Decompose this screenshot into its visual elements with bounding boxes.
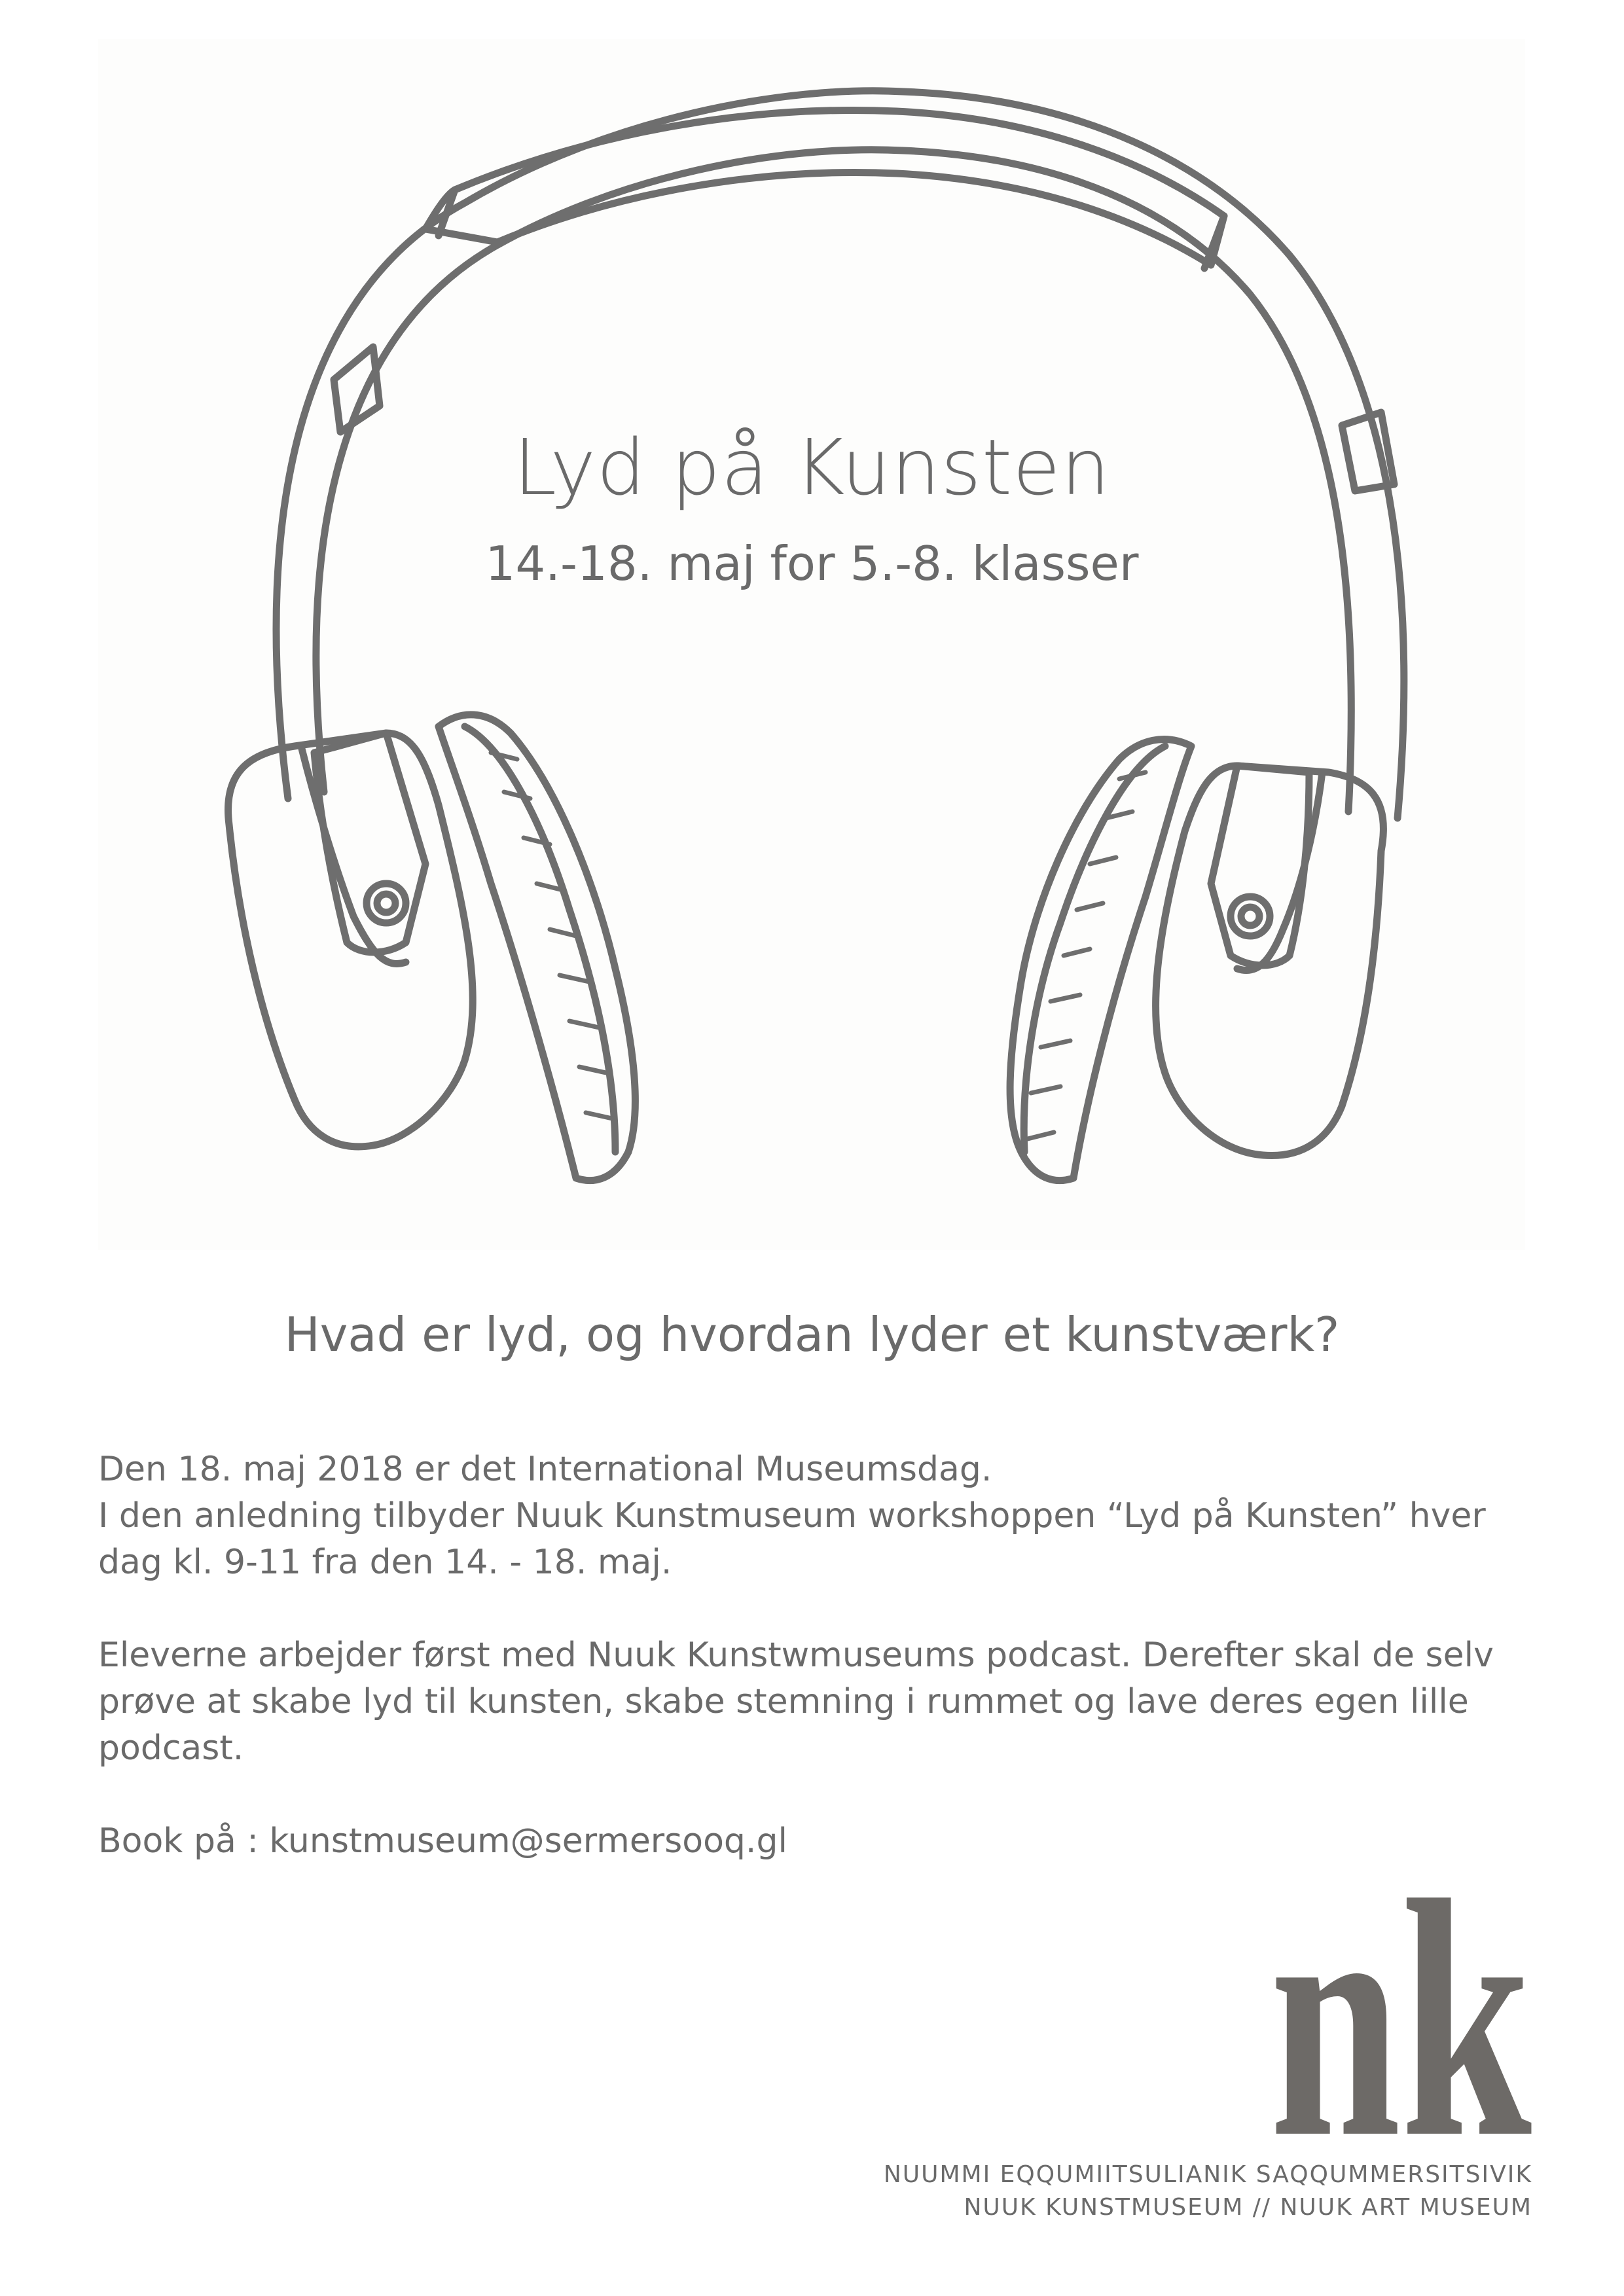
nk-logo-mark — [1263, 1865, 1538, 2140]
nk-logo — [1263, 1865, 1538, 2140]
paragraph1-line1: Den 18. maj 2018 er det International Museumsdag. — [98, 1450, 992, 1489]
booking-email[interactable]: Book på : kunstmuseum@sermersooq.gl — [98, 1821, 787, 1861]
poster-subtitle: 14.-18. maj for 5.-8. klasser — [485, 536, 1139, 591]
paragraph1-line2: I den anledning tilbyder Nuuk Kunstmuseum workshoppen “Lyd på Kunsten” hver — [98, 1496, 1486, 1535]
paragraph2-line2: prøve at skabe lyd til kunsten, skabe stemning i rummet og lave deres egen lille — [98, 1682, 1469, 1721]
paragraph1-line3: dag kl. 9-11 fra den 14. - 18. maj. — [98, 1543, 672, 1582]
headphones-drawing-icon — [98, 39, 1525, 1250]
museum-name-greenlandic: NUUMMI EQQUMIITSULIANIK SAQQUMMERSITSIVIK — [883, 2161, 1532, 2188]
museum-name-danish-english: NUUK KUNSTMUSEUM // NUUK ART MUSEUM — [964, 2194, 1532, 2221]
paragraph2-line3: podcast. — [98, 1729, 244, 1768]
headphones-illustration — [98, 39, 1525, 1250]
paragraph2-line1: Eleverne arbejder først med Nuuk Kunstwmuseums podcast. Derefter skal de selv — [98, 1636, 1494, 1675]
poster-question: Hvad er lyd, og hvordan lyder et kunstværk? — [284, 1307, 1340, 1362]
body-text — [98, 1446, 1532, 1865]
poster-title: Lyd på Kunsten — [513, 422, 1111, 512]
nk-logo-text: nk — [1270, 1865, 1534, 2140]
